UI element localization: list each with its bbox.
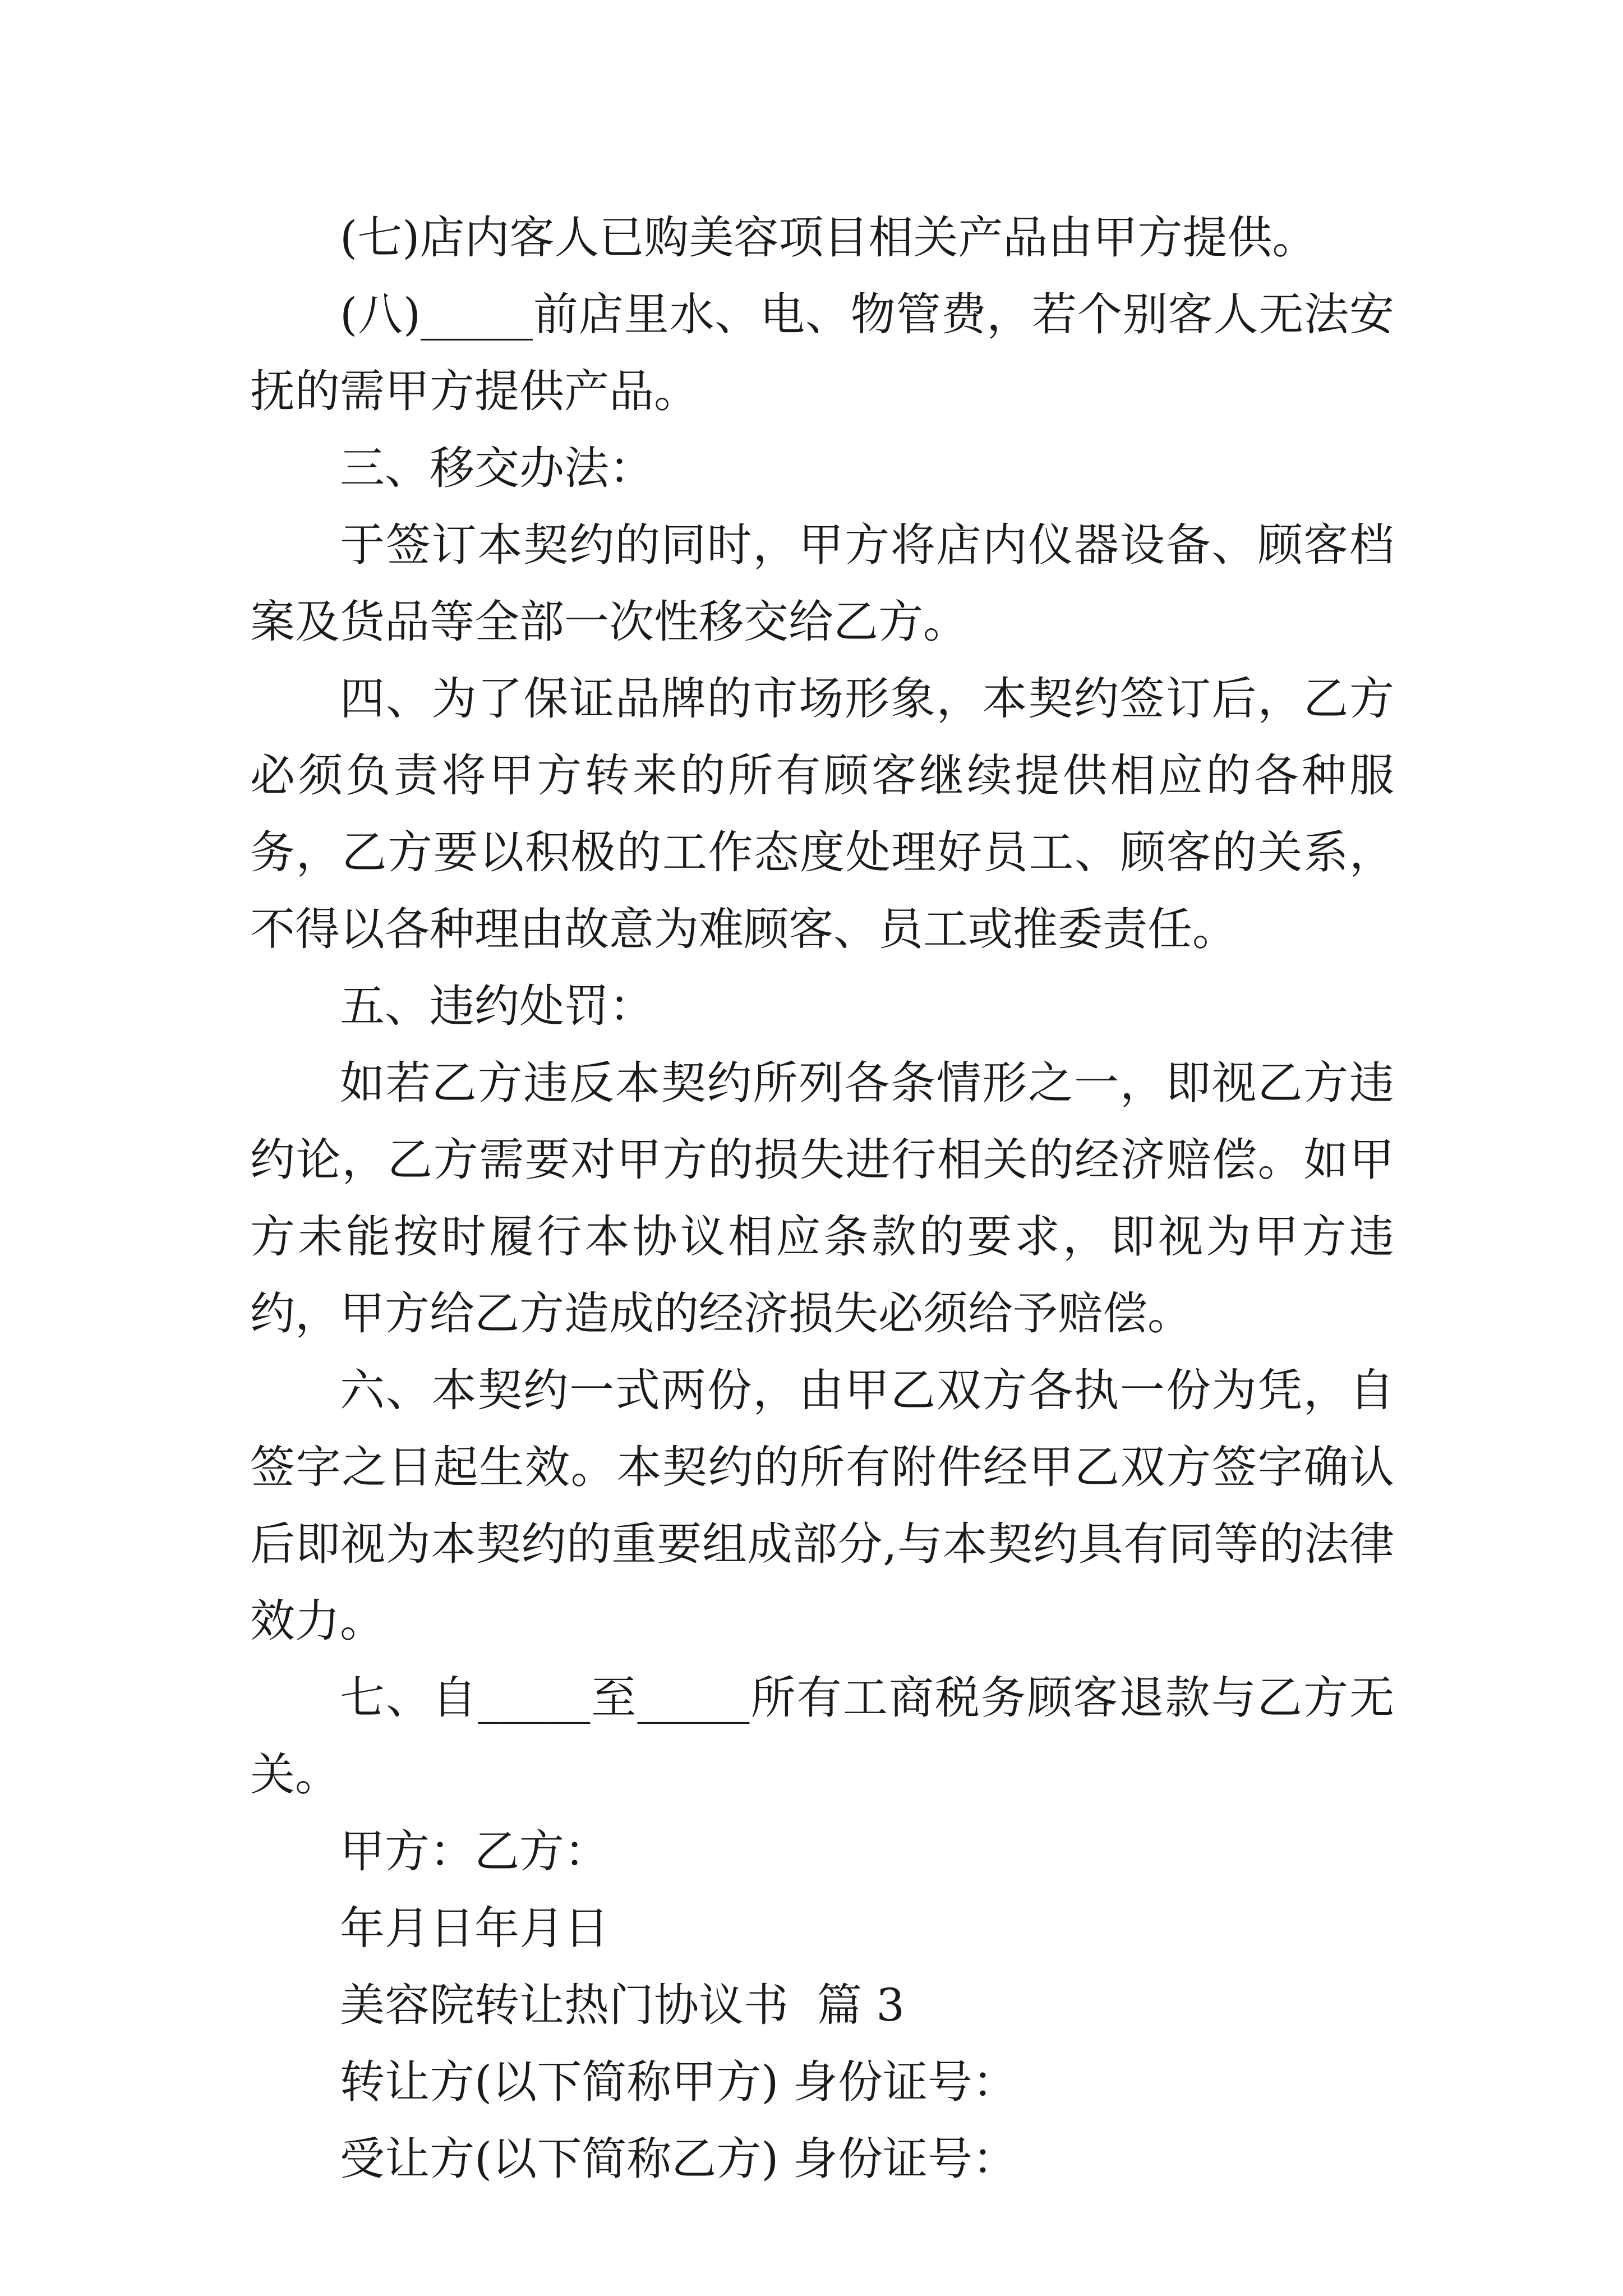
- clause-7-paragraph: (七)店内客人已购美容项目相关产品由甲方提供。: [340, 211, 1317, 264]
- document-body: [250, 199, 1394, 2197]
- transferor-line: 转让方(以下简称甲方) 身份证号：: [340, 2056, 1017, 2108]
- section-7-paragraph: 七、自_____至_____所有工商税务顾客退款与乙方无关。: [250, 1672, 1394, 1801]
- section-4-paragraph: 四、为了保证品牌的市场形象，本契约签订后，乙方必须负责将甲方转来的所有顾客继续提供相应的各种服务，乙方要以积极的工作态度处理好员工、顾客的关系，不得以各种理由故意为难顾客、员工或推委责任。: [250, 673, 1394, 955]
- section-6-paragraph: 六、本契约一式两份，由甲乙双方各执一份为凭，自签字之日起生效。本契约的所有附件经甲乙双方签字确认后即视为本契约的重要组成部分,与本契约具有同等的法律效力。: [250, 1364, 1394, 1647]
- clause-8-paragraph: (八)_____前店里水、电、物管费，若个别客人无法安抚的需甲方提供产品。: [250, 288, 1394, 417]
- breach-paragraph: 如若乙方违反本契约所列各条情形之一，即视乙方违约论，乙方需要对甲方的损失进行相关的经济赔偿。如甲方未能按时履行本协议相应条款的要求，即视为甲方违约，甲方给乙方造成的经济损失必须给予赔偿。: [250, 1057, 1394, 1340]
- date-line: 年月日年月日: [340, 1902, 609, 1954]
- section-3-heading: 三、移交办法：: [340, 442, 654, 494]
- transfer-method-paragraph: 于签订本契约的同时，甲方将店内仪器设备、顾客档案及货品等全部一次性移交给乙方。: [250, 519, 1394, 648]
- section-5-heading: 五、违约处罚：: [340, 980, 654, 1032]
- parties-signature-line: 甲方：乙方：: [340, 1825, 609, 1878]
- transferee-line: 受让方(以下简称乙方) 身份证号：: [340, 2133, 1017, 2185]
- agreement-title: 美容院转让热门协议书 篇 3: [340, 1979, 905, 2031]
